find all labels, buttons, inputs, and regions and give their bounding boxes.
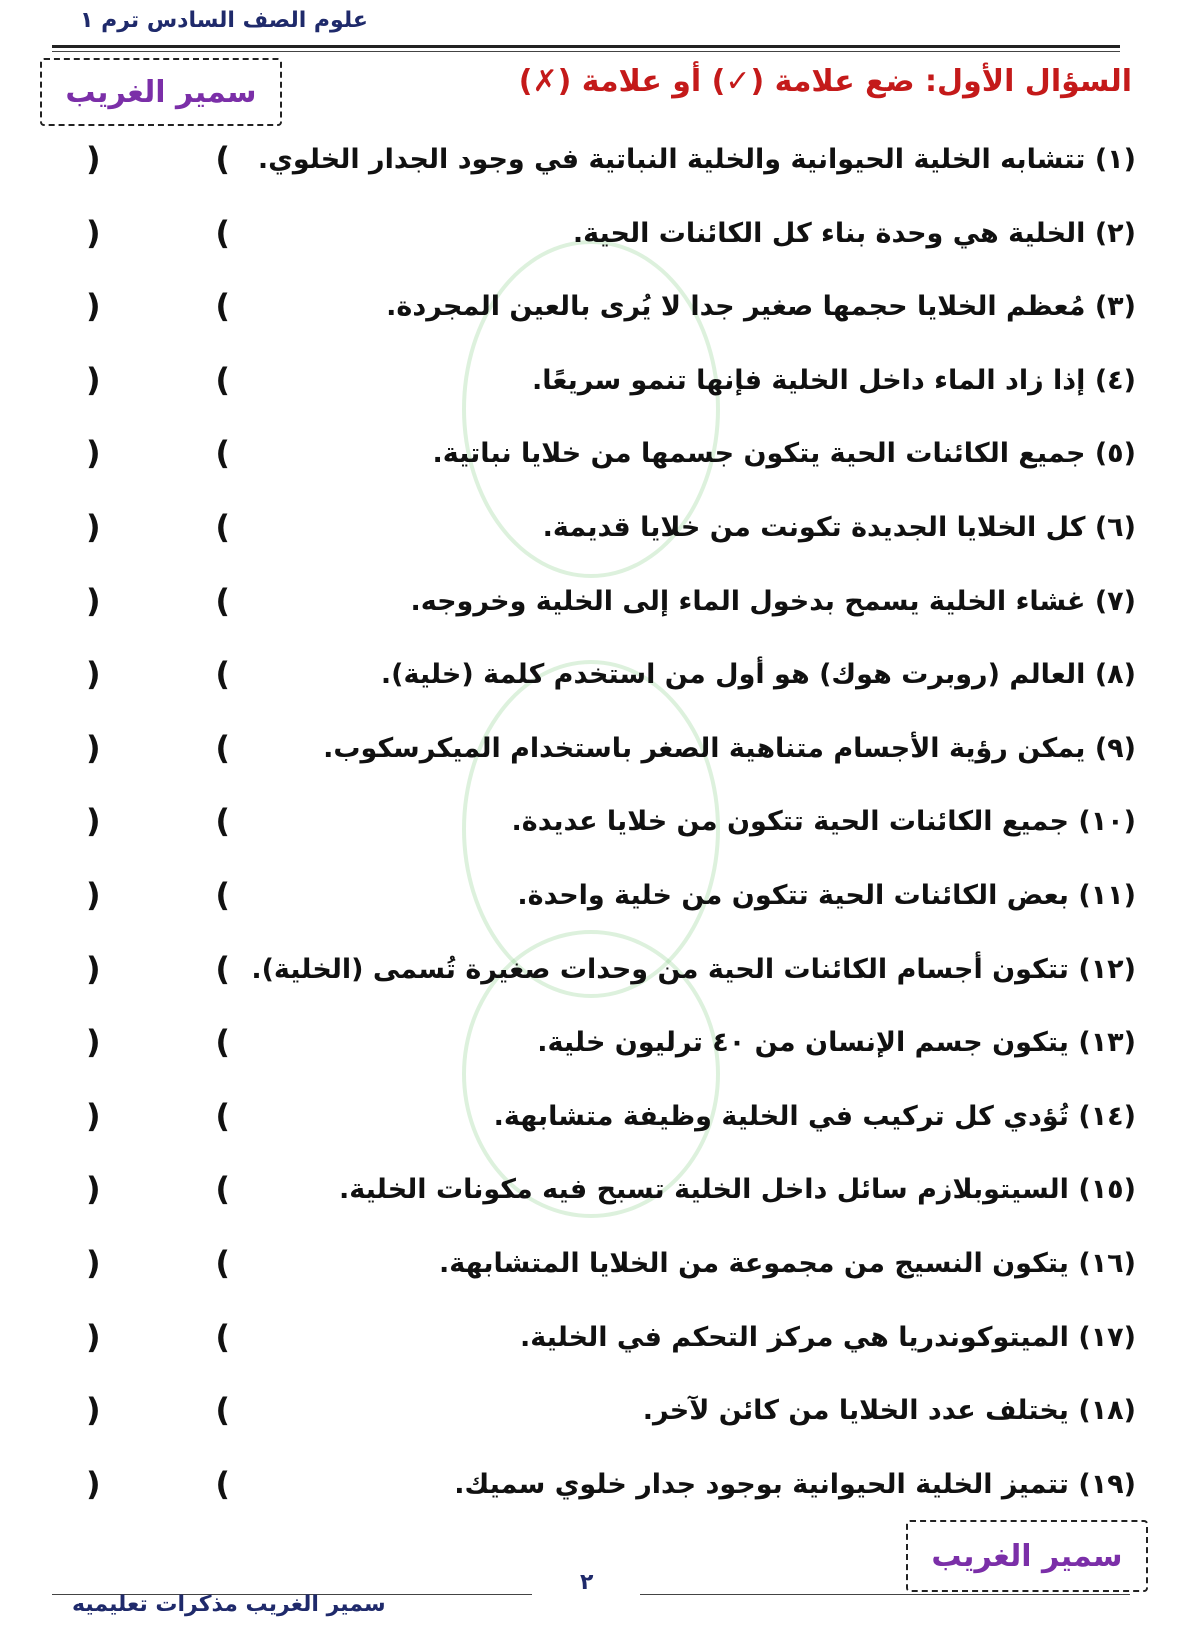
- statement-row: [80, 653, 1136, 727]
- answer-box[interactable]: [80, 655, 230, 695]
- answer-box[interactable]: [80, 1170, 230, 1210]
- answer-paren-open: (: [215, 1391, 230, 1430]
- author-box-top: [40, 58, 282, 126]
- page-header: علوم الصف السادس ترم ١: [80, 8, 368, 33]
- author-name: سمير الغريب: [65, 74, 257, 110]
- statement-row: [80, 874, 1136, 948]
- answer-paren-open: (: [215, 581, 230, 620]
- statement-row: [80, 285, 1136, 359]
- answer-paren-close: ): [86, 1391, 101, 1430]
- statement-row: [80, 1095, 1136, 1169]
- answer-paren-open: (: [215, 1096, 230, 1135]
- answer-box[interactable]: [80, 1465, 230, 1505]
- answer-paren-open: (: [215, 728, 230, 767]
- page-number: ٢: [580, 1570, 594, 1595]
- answer-box[interactable]: [80, 214, 230, 254]
- statement-row: [80, 1242, 1136, 1316]
- answer-paren-open: (: [215, 1170, 230, 1209]
- statement-row: [80, 948, 1136, 1022]
- answer-box[interactable]: [80, 876, 230, 916]
- answer-paren-close: ): [86, 434, 101, 473]
- statement-text: (١٤) تُؤدي كل تركيب في الخلية وظيفة متشابهة.: [493, 1100, 1136, 1132]
- statement-text: (١٦) يتكون النسيج من مجموعة من الخلايا المتشابهة.: [438, 1247, 1136, 1279]
- answer-paren-open: (: [215, 213, 230, 252]
- answer-paren-close: ): [86, 1464, 101, 1503]
- answer-paren-open: (: [215, 1464, 230, 1503]
- answer-paren-close: ): [86, 287, 101, 326]
- answer-paren-close: ): [86, 949, 101, 988]
- answer-paren-close: ): [86, 1023, 101, 1062]
- author-box-bottom: [906, 1520, 1148, 1592]
- statement-row: [80, 1389, 1136, 1463]
- statement-text: (٨) العالم (روبرت هوك) هو أول من استخدم كلمة (خلية).: [380, 659, 1136, 691]
- statement-text: (٩) يمكن رؤية الأجسام متناهية الصغر باستخدام الميكرسكوب.: [323, 732, 1136, 764]
- statement-row: [80, 138, 1136, 212]
- answer-box[interactable]: [80, 434, 230, 474]
- answer-paren-open: (: [215, 655, 230, 694]
- statement-text: (٥) جميع الكائنات الحية يتكون جسمها من خلايا نباتية.: [432, 438, 1136, 470]
- answer-box[interactable]: [80, 802, 230, 842]
- statement-text: (١٧) الميتوكوندريا هي مركز التحكم في الخلية.: [519, 1321, 1136, 1353]
- answer-box[interactable]: [80, 140, 230, 180]
- statement-row: [80, 432, 1136, 506]
- answer-box[interactable]: [80, 1097, 230, 1137]
- answer-paren-close: ): [86, 655, 101, 694]
- header-rule-thin: [52, 51, 1120, 52]
- statement-text: (١١) بعض الكائنات الحية تتكون من خلية واحدة.: [517, 879, 1136, 911]
- answer-paren-close: ): [86, 728, 101, 767]
- answer-paren-open: (: [215, 1023, 230, 1062]
- statement-row: [80, 506, 1136, 580]
- answer-paren-close: ): [86, 213, 101, 252]
- statements-list: [80, 138, 1136, 1536]
- answer-paren-open: (: [215, 360, 230, 399]
- statement-text: (١٣) يتكون جسم الإنسان من ٤٠ ترليون خلية.: [537, 1027, 1136, 1059]
- answer-paren-close: ): [86, 1243, 101, 1282]
- statement-row: [80, 1021, 1136, 1095]
- answer-paren-open: (: [215, 434, 230, 473]
- answer-box[interactable]: [80, 582, 230, 622]
- statement-row: [80, 800, 1136, 874]
- statement-text: (١٠) جميع الكائنات الحية تتكون من خلايا عديدة.: [511, 806, 1136, 838]
- answer-box[interactable]: [80, 287, 230, 327]
- answer-paren-close: ): [86, 360, 101, 399]
- answer-paren-close: ): [86, 581, 101, 620]
- statement-row: [80, 359, 1136, 433]
- answer-paren-close: ): [86, 1170, 101, 1209]
- statement-text: (١٩) تتميز الخلية الحيوانية بوجود جدار خلوي سميك.: [454, 1468, 1136, 1500]
- answer-paren-open: (: [215, 1243, 230, 1282]
- statement-row: [80, 1168, 1136, 1242]
- answer-paren-open: (: [215, 507, 230, 546]
- answer-paren-open: (: [215, 949, 230, 988]
- answer-paren-close: ): [86, 875, 101, 914]
- statement-text: (٤) إذا زاد الماء داخل الخلية فإنها تنمو سريعًا.: [532, 364, 1136, 396]
- statement-text: (١٥) السيتوبلازم سائل داخل الخلية تسبح فيه مكونات الخلية.: [339, 1174, 1136, 1206]
- footer-rule: [640, 1594, 1130, 1595]
- statement-text: (٦) كل الخلايا الجديدة تكونت من خلايا قديمة.: [542, 511, 1136, 543]
- statement-text: (٢) الخلية هي وحدة بناء كل الكائنات الحية.: [572, 217, 1136, 249]
- answer-box[interactable]: [80, 361, 230, 401]
- answer-paren-open: (: [215, 287, 230, 326]
- statement-row: [80, 1316, 1136, 1390]
- statement-text: (١٢) تتكون أجسام الكائنات الحية من وحدات صغيرة تُسمى (الخلية).: [251, 953, 1136, 985]
- answer-paren-close: ): [86, 802, 101, 841]
- answer-box[interactable]: [80, 950, 230, 990]
- answer-paren-open: (: [215, 802, 230, 841]
- author-name: سمير الغريب: [931, 1538, 1123, 1574]
- answer-paren-close: ): [86, 1096, 101, 1135]
- answer-box[interactable]: [80, 508, 230, 548]
- answer-paren-open: (: [215, 1317, 230, 1356]
- statement-text: (١) تتشابه الخلية الحيوانية والخلية النباتية في وجود الجدار الخلوي.: [257, 144, 1136, 175]
- answer-box[interactable]: [80, 729, 230, 769]
- answer-box[interactable]: [80, 1391, 230, 1431]
- question-title: السؤال الأول: ضع علامة (✓) أو علامة (✗): [518, 64, 1132, 99]
- statement-row: [80, 727, 1136, 801]
- answer-box[interactable]: [80, 1023, 230, 1063]
- statement-text: (١٨) يختلف عدد الخلايا من كائن لآخر.: [642, 1395, 1136, 1427]
- answer-paren-close: ): [86, 507, 101, 546]
- header-rule: [52, 45, 1120, 48]
- footer-text: سمير الغريب مذكرات تعليميه: [72, 1592, 386, 1617]
- answer-box[interactable]: [80, 1318, 230, 1358]
- statement-row: [80, 580, 1136, 654]
- answer-paren-close: ): [86, 1317, 101, 1356]
- answer-box[interactable]: [80, 1244, 230, 1284]
- statement-row: [80, 212, 1136, 286]
- answer-paren-open: (: [215, 140, 230, 178]
- statement-text: (٣) مُعظم الخلايا حجمها صغير جدا لا يُرى بالعين المجردة.: [386, 291, 1136, 323]
- answer-paren-close: ): [86, 140, 101, 178]
- statement-text: (٧) غشاء الخلية يسمح بدخول الماء إلى الخلية وخروجه.: [410, 585, 1136, 617]
- answer-paren-open: (: [215, 875, 230, 914]
